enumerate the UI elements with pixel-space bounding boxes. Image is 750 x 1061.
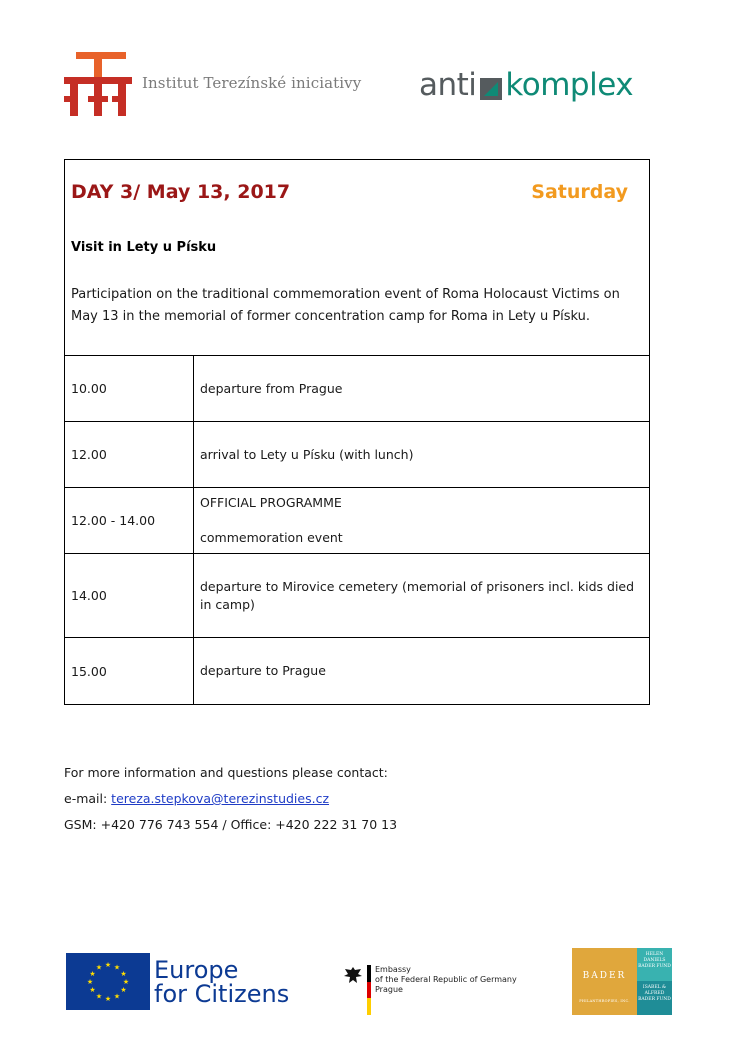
row-activity-text: arrival to Lety u Písku (with lunch) — [200, 446, 414, 462]
svg-text:★: ★ — [89, 970, 96, 978]
event-description: Participation on the traditional commemoration event of Roma Holocaust Victims on May 13 in the memorial of former concentration camp for Roma in Lety u Písku. — [71, 287, 620, 324]
table-row — [65, 554, 649, 638]
table-row — [65, 638, 649, 704]
email-link[interactable]: tereza.stepkova@terezinstudies.cz — [111, 791, 330, 806]
schedule-header — [65, 160, 649, 356]
bader-side-blocks — [637, 948, 672, 1015]
svg-text:★: ★ — [95, 963, 103, 972]
embassy-line-1: Embassy — [375, 965, 411, 974]
row-activity-text: departure from Prague — [200, 380, 343, 396]
table-row — [65, 422, 649, 488]
row-time: 10.00 — [65, 356, 194, 421]
iti-logo — [64, 52, 132, 116]
row-activity — [194, 554, 649, 637]
row-time: 15.00 — [65, 638, 194, 704]
row-activity — [194, 356, 649, 421]
contact-intro: For more information and questions please contact: — [64, 765, 388, 780]
contact-section — [64, 765, 397, 843]
row-activity-text: departure to Mirovice cemetery (memorial of prisoners incl. kids died in camp) — [200, 578, 635, 612]
row-time: 12.00 — [65, 422, 194, 487]
antikomplex-logo-right: komplex — [505, 67, 634, 103]
svg-text:★: ★ — [120, 970, 127, 978]
row-activity-subtext: commemoration event — [200, 530, 343, 545]
svg-text:★: ★ — [122, 978, 130, 986]
svg-text:★: ★ — [89, 986, 96, 994]
day-title: DAY 3/ May 13, 2017 — [71, 181, 291, 203]
row-activity — [194, 638, 649, 704]
antikomplex-logo-left: anti — [419, 67, 477, 103]
contact-email-line — [64, 791, 397, 817]
row-activity-text: OFFICIAL PROGRAMME — [200, 495, 342, 510]
institute-name: Institut Terezínské iniciativy — [142, 74, 362, 92]
bader-side-top: HELEN DANIELS BADER FUND — [637, 948, 672, 981]
bader-logo — [572, 948, 672, 1015]
svg-text:★: ★ — [120, 986, 127, 994]
table-row — [65, 488, 649, 554]
eu-flag-icon — [66, 953, 150, 1010]
contact-phones: GSM: +420 776 743 554 / Office: +420 222 31 70 13 — [64, 817, 398, 832]
eu-line-1: Europe — [154, 955, 239, 984]
row-time: 12.00 - 14.00 — [65, 488, 194, 553]
svg-text:★: ★ — [104, 995, 112, 1003]
eagle-icon — [342, 965, 364, 1015]
row-activity — [194, 422, 649, 487]
svg-text:★: ★ — [104, 961, 112, 969]
svg-text:★: ★ — [113, 992, 121, 1001]
eu-program-name — [154, 955, 290, 1008]
german-flag-bar — [367, 965, 371, 1015]
email-label: e-mail: — [64, 791, 112, 806]
row-activity-text: departure to Prague — [200, 663, 326, 678]
svg-text:★: ★ — [86, 978, 94, 986]
embassy-text — [375, 965, 517, 1015]
bader-main-block — [572, 948, 637, 1015]
weekday: Saturday — [531, 181, 628, 203]
table-row — [65, 356, 649, 422]
bader-name: BADER — [582, 970, 627, 981]
row-activity — [194, 488, 649, 553]
antikomplex-mark-icon — [480, 75, 502, 97]
eu-line-2: for Citizens — [154, 979, 290, 1008]
svg-text:★: ★ — [95, 992, 103, 1001]
embassy-logo — [342, 965, 517, 1015]
embassy-line-3: Prague — [375, 985, 403, 994]
row-time: 14.00 — [65, 554, 194, 637]
bader-side-bottom: ISABEL & ALFRED BADER FUND — [637, 981, 672, 1015]
visit-title: Visit in Lety u Písku — [71, 240, 217, 255]
schedule-table — [64, 159, 650, 705]
embassy-line-2: of the Federal Republic of Germany — [375, 975, 517, 984]
antikomplex-logo — [419, 67, 634, 103]
europe-for-citizens-logo — [66, 953, 289, 1010]
svg-text:★: ★ — [113, 963, 121, 972]
bader-subtitle: PHILANTHROPIES, INC. — [579, 998, 630, 1003]
